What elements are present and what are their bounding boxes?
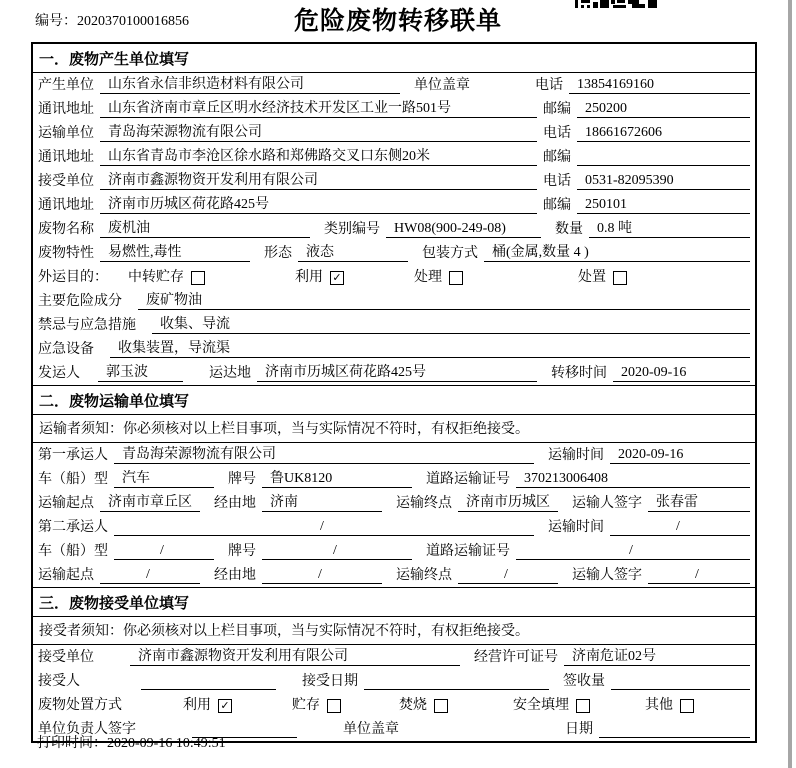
form-row xyxy=(33,217,755,241)
field-value: 桶(金属,数量 4 ) xyxy=(484,244,750,262)
field-value: / xyxy=(262,566,382,584)
form-section xyxy=(33,44,755,385)
field-label: 签收量 xyxy=(563,674,605,689)
field-value: 鲁UK8120 xyxy=(262,470,412,488)
field-label: 类别编号 xyxy=(324,222,380,237)
field-label: 邮编 xyxy=(543,198,571,213)
field-label: 牌号 xyxy=(228,472,256,487)
checkbox-field xyxy=(645,697,694,714)
field-value: 山东省青岛市李沧区徐水路和郑佛路交叉口东侧20米 xyxy=(100,148,537,166)
field-label: 经由地 xyxy=(214,568,256,583)
checkbox-field xyxy=(414,269,463,286)
field-label: 道路运输证号 xyxy=(426,472,510,487)
field-label: 经由地 xyxy=(214,496,256,511)
field-label: 单位盖章 xyxy=(414,78,470,93)
field-value xyxy=(364,673,549,690)
print-time-value: 2020-09-16 10:49:51 xyxy=(107,736,226,751)
field-label: 单位盖章 xyxy=(343,722,399,737)
qr-code-fragment xyxy=(575,0,657,9)
field-label: 运达地 xyxy=(209,366,251,381)
section-heading: 一．废物产生单位填写 xyxy=(33,44,755,73)
field-value: 郭玉波 xyxy=(98,364,183,382)
window-edge xyxy=(788,0,792,768)
field-value: 液态 xyxy=(298,244,408,262)
form-row xyxy=(33,337,755,361)
transfer-form-table xyxy=(31,42,757,743)
checkbox-field xyxy=(578,269,627,286)
field-value: 济南市章丘区 xyxy=(100,494,200,512)
field-value: 青岛海荣源物流有限公司 xyxy=(114,446,534,464)
field-label: 转移时间 xyxy=(551,366,607,381)
form-row xyxy=(33,491,755,515)
form-row xyxy=(33,169,755,193)
field-value: 济南市鑫源物资开发利用有限公司 xyxy=(130,648,460,666)
field-label: 接受日期 xyxy=(302,674,358,689)
form-row xyxy=(33,73,755,97)
field-label: 道路运输证号 xyxy=(426,544,510,559)
field-label: 运输终点 xyxy=(396,568,452,583)
checkbox xyxy=(191,271,205,285)
field-value: 250101 xyxy=(577,196,750,214)
checkbox-field xyxy=(183,697,232,714)
field-value: / xyxy=(610,518,750,536)
checkbox-label: 利用 xyxy=(295,270,323,285)
form-row xyxy=(33,121,755,145)
field-label: 应急设备 xyxy=(38,342,94,357)
field-label: 单位负责人签字 xyxy=(38,722,136,737)
form-row xyxy=(33,563,755,587)
field-value: 济南市鑫源物资开发利用有限公司 xyxy=(100,172,537,190)
form-row xyxy=(33,467,755,491)
field-label: 运输终点 xyxy=(396,496,452,511)
field-value: 18661672606 xyxy=(577,124,750,142)
field-label: 数量 xyxy=(555,222,583,237)
checked-checkbox: ✓ xyxy=(330,271,344,285)
field-label: 包装方式 xyxy=(422,246,478,261)
field-label: 车（船）型 xyxy=(38,544,108,559)
field-label: 第二承运人 xyxy=(38,520,108,535)
field-value: 济南危证02号 xyxy=(564,648,750,666)
field-label: 电话 xyxy=(543,174,571,189)
checkbox-label: 贮存 xyxy=(292,698,320,713)
field-label: 禁忌与应急措施 xyxy=(38,318,136,333)
field-value: 山东省济南市章丘区明水经济技术开发区工业一路501号 xyxy=(100,100,537,118)
field-value: / xyxy=(114,542,214,560)
form-row xyxy=(33,145,755,169)
form-row xyxy=(33,361,755,385)
serial-label: 编号： xyxy=(35,14,77,29)
form-row xyxy=(33,193,755,217)
field-label: 废物名称 xyxy=(38,222,94,237)
field-value xyxy=(577,149,750,166)
print-time-label: 打印时间： xyxy=(37,736,107,751)
field-label: 接受单位 xyxy=(38,650,94,665)
field-value: / xyxy=(114,518,534,536)
field-label: 接受单位 xyxy=(38,174,94,189)
field-value: 易燃性,毒性 xyxy=(100,244,250,262)
field-value: 张春雷 xyxy=(648,494,750,512)
field-value: 370213006408 xyxy=(516,470,750,488)
form-row xyxy=(33,539,755,563)
field-label: 牌号 xyxy=(228,544,256,559)
checkbox-label: 其他 xyxy=(645,698,673,713)
field-value: 济南 xyxy=(262,494,382,512)
field-value: 济南市历城区荷花路425号 xyxy=(257,364,537,382)
section-heading: 二．废物运输单位填写 xyxy=(33,386,755,415)
field-label: 电话 xyxy=(535,78,563,93)
field-label: 运输单位 xyxy=(38,126,94,141)
checkbox xyxy=(327,699,341,713)
field-label: 发运人 xyxy=(38,366,80,381)
field-label: 废物特性 xyxy=(38,246,94,261)
field-label: 经营许可证号 xyxy=(474,650,558,665)
field-label: 运输时间 xyxy=(548,448,604,463)
form-row xyxy=(33,97,755,121)
form-row xyxy=(33,669,755,693)
print-time xyxy=(37,732,226,752)
field-label: 外运目的： xyxy=(38,270,108,285)
field-label: 通讯地址 xyxy=(38,150,94,165)
field-value: 汽车 xyxy=(114,470,214,488)
form-row xyxy=(33,241,755,265)
form-row xyxy=(33,313,755,337)
field-label: 日期 xyxy=(565,722,593,737)
field-value: HW08(900-249-08) xyxy=(386,220,541,238)
checkbox-field xyxy=(292,697,341,714)
field-value: 250200 xyxy=(577,100,750,118)
page-title: 危险废物转移联单 xyxy=(293,8,502,35)
form-row xyxy=(33,265,755,289)
field-value: 废机油 xyxy=(100,220,310,238)
field-value: 废矿物油 xyxy=(138,292,750,310)
field-label: 废物处置方式 xyxy=(38,698,122,713)
field-label: 主要危险成分 xyxy=(38,294,122,309)
serial-value: 2020370100016856 xyxy=(77,14,189,29)
field-value: 济南市历城区荷花路425号 xyxy=(100,196,537,214)
checkbox xyxy=(613,271,627,285)
section-heading: 三．废物接受单位填写 xyxy=(33,588,755,617)
checkbox-field xyxy=(399,697,448,714)
field-label: 产生单位 xyxy=(38,78,94,93)
form-row xyxy=(33,443,755,467)
checkbox xyxy=(434,699,448,713)
field-value: 青岛海荣源物流有限公司 xyxy=(100,124,537,142)
field-value: 收集、导流 xyxy=(152,316,750,334)
field-label: 运输起点 xyxy=(38,496,94,511)
field-value: / xyxy=(262,542,412,560)
checkbox-label: 焚烧 xyxy=(399,698,427,713)
notice-text: 接受者须知：你必须核对以上栏目事项，当与实际情况不符时，有权拒绝接受。 xyxy=(33,617,755,645)
field-label: 运输人签字 xyxy=(572,568,642,583)
field-value: 13854169160 xyxy=(569,76,750,94)
field-label: 运输人签字 xyxy=(572,496,642,511)
checkbox-label: 中转贮存 xyxy=(128,270,184,285)
field-label: 接受人 xyxy=(38,674,80,689)
field-label: 邮编 xyxy=(543,150,571,165)
form-row xyxy=(33,693,755,717)
field-label: 第一承运人 xyxy=(38,448,108,463)
field-value: / xyxy=(648,566,750,584)
checkbox-field xyxy=(513,697,590,714)
field-label: 通讯地址 xyxy=(38,198,94,213)
field-label: 电话 xyxy=(543,126,571,141)
field-value: 收集装置，导流渠 xyxy=(110,340,750,358)
field-value xyxy=(141,673,276,690)
field-label: 邮编 xyxy=(543,102,571,117)
checked-checkbox: ✓ xyxy=(218,699,232,713)
checkbox xyxy=(576,699,590,713)
form-row xyxy=(33,289,755,313)
field-value xyxy=(599,721,750,738)
checkbox-label: 处置 xyxy=(578,270,606,285)
field-label: 运输时间 xyxy=(548,520,604,535)
form-row xyxy=(33,645,755,669)
field-label: 运输起点 xyxy=(38,568,94,583)
form-section xyxy=(33,385,755,587)
form-row xyxy=(33,515,755,539)
checkbox-label: 处理 xyxy=(414,270,442,285)
field-value: 济南市历城区 xyxy=(458,494,558,512)
checkbox xyxy=(680,699,694,713)
notice-text: 运输者须知：你必须核对以上栏目事项，当与实际情况不符时，有权拒绝接受。 xyxy=(33,415,755,443)
field-value: 0531-82095390 xyxy=(577,172,750,190)
form-section xyxy=(33,587,755,741)
checkbox xyxy=(449,271,463,285)
field-label: 通讯地址 xyxy=(38,102,94,117)
field-label: 形态 xyxy=(264,246,292,261)
checkbox-field xyxy=(295,269,344,286)
field-value: 2020-09-16 xyxy=(610,446,750,464)
field-value xyxy=(611,673,750,690)
field-value: / xyxy=(516,542,750,560)
checkbox-field xyxy=(128,269,205,286)
field-label: 车（船）型 xyxy=(38,472,108,487)
field-value: / xyxy=(458,566,558,584)
field-value: 2020-09-16 xyxy=(613,364,750,382)
checkbox-label: 利用 xyxy=(183,698,211,713)
field-value: / xyxy=(100,566,200,584)
checkbox-label: 安全填埋 xyxy=(513,698,569,713)
field-value: 山东省永信非织造材料有限公司 xyxy=(100,76,400,94)
field-value: 0.8 吨 xyxy=(589,220,750,238)
